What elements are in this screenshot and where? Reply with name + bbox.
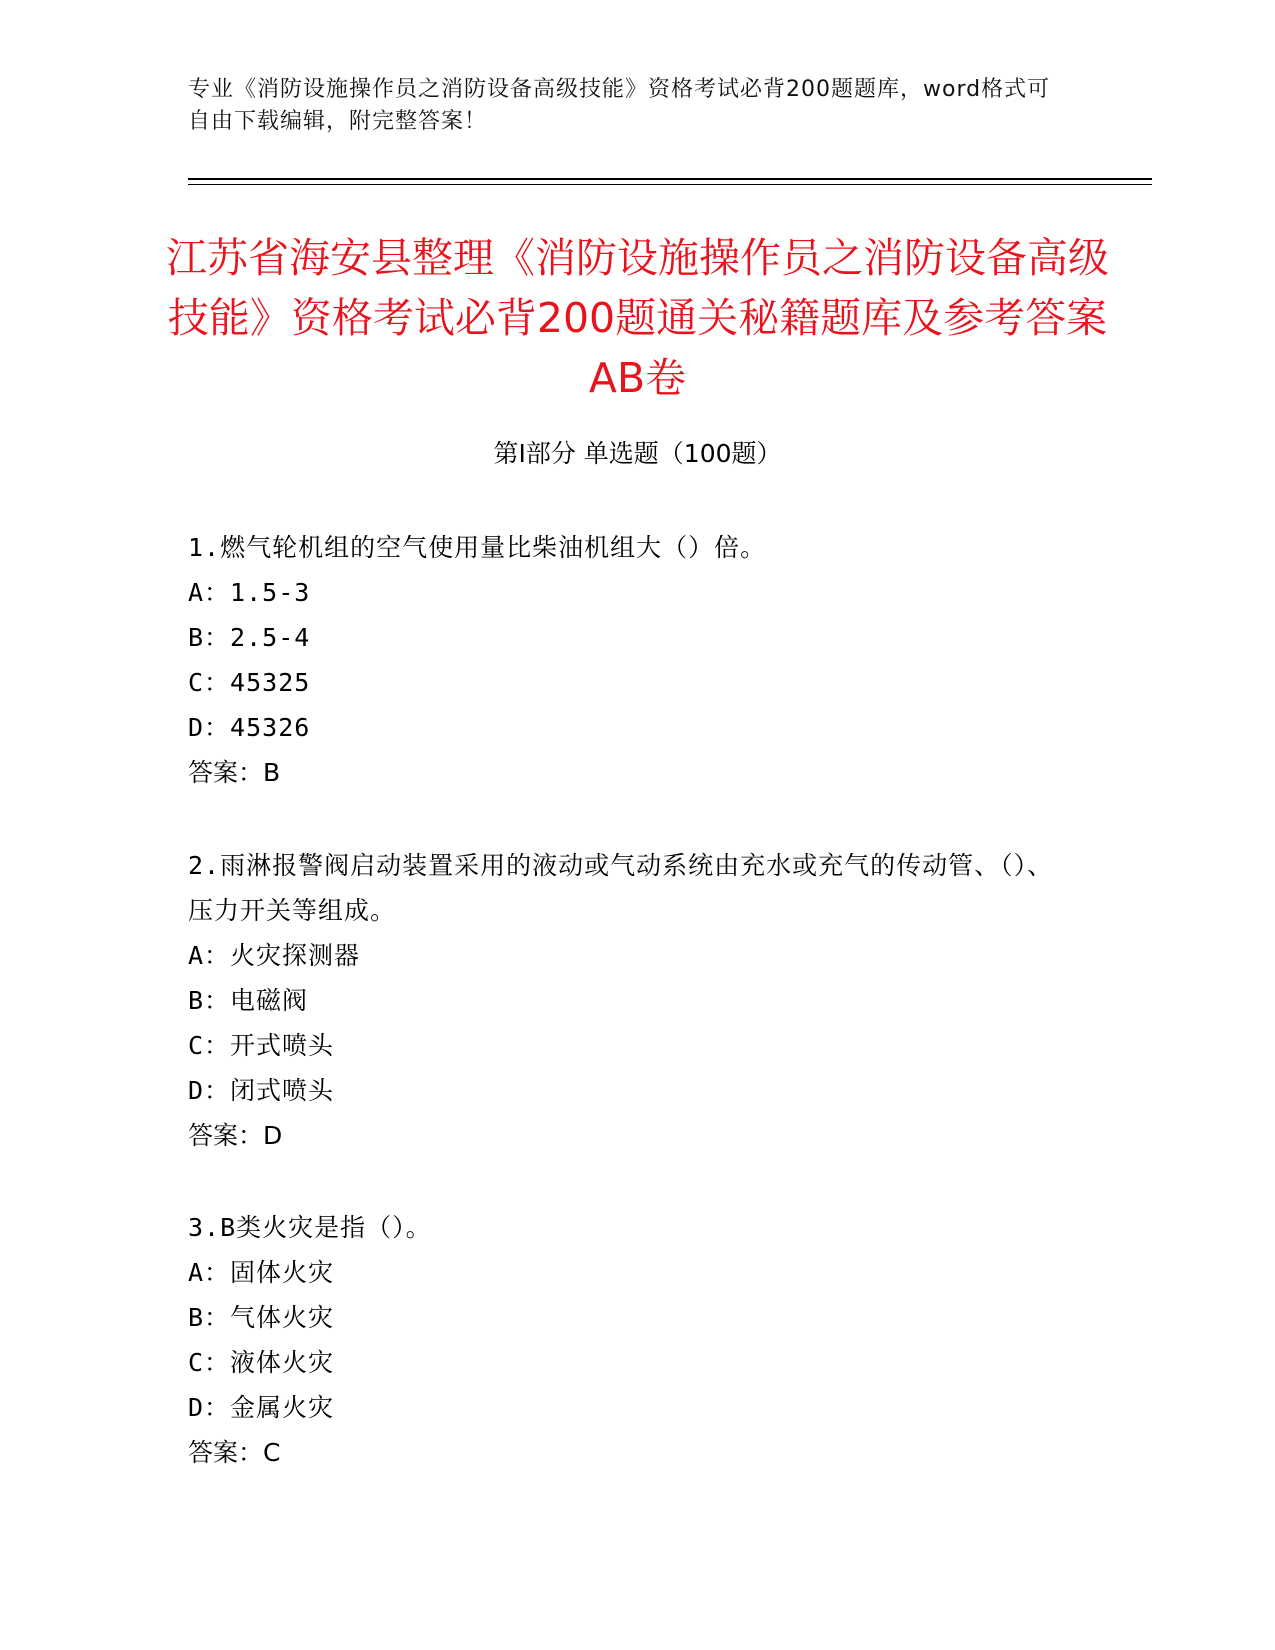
question-stem: 2.雨淋报警阀启动装置采用的液动或气动系统由充水或充气的传动管、（）、压力开关等组成。 [188,851,1054,925]
question-2 [188,843,1068,1158]
option-b: B：气体火灾 [188,1303,335,1332]
option-d: D：闭式喷头 [188,1076,335,1105]
option-d: D：45326 [188,713,311,742]
option-c: C：45325 [188,668,311,697]
header-note: 专业《消防设施操作员之消防设备高级技能》资格考试必背200题题库，word格式可自由下载编辑，附完整答案！ [188,77,1051,134]
question-stem: 3.B类火灾是指（）。 [188,1213,432,1242]
option-a: A：1.5-3 [188,578,311,607]
option-a: A：固体火灾 [188,1258,335,1287]
option-b: B：2.5-4 [188,623,311,652]
option-c: C：液体火灾 [188,1348,335,1377]
question-1 [188,525,1068,795]
question-3 [188,1205,1068,1475]
answer: 答案：D [188,1121,283,1150]
header-divider-thin [188,184,1152,185]
option-d: D：金属火灾 [188,1393,335,1422]
option-c: C：开式喷头 [188,1031,335,1060]
question-stem: 1.燃气轮机组的空气使用量比柴油机组大（）倍。 [188,533,767,562]
option-a: A：火灾探测器 [188,941,361,970]
option-b: B：电磁阀 [188,986,309,1015]
document-title: 江苏省海安县整理《消防设施操作员之消防设备高级技能》资格考试必背200题通关秘籍题库及参考答案AB卷 [166,234,1109,402]
section-title: 第Ⅰ部分 单选题（100题） [493,439,782,468]
answer: 答案：B [188,758,281,787]
answer: 答案：C [188,1438,281,1467]
header-divider-thick [188,178,1152,180]
